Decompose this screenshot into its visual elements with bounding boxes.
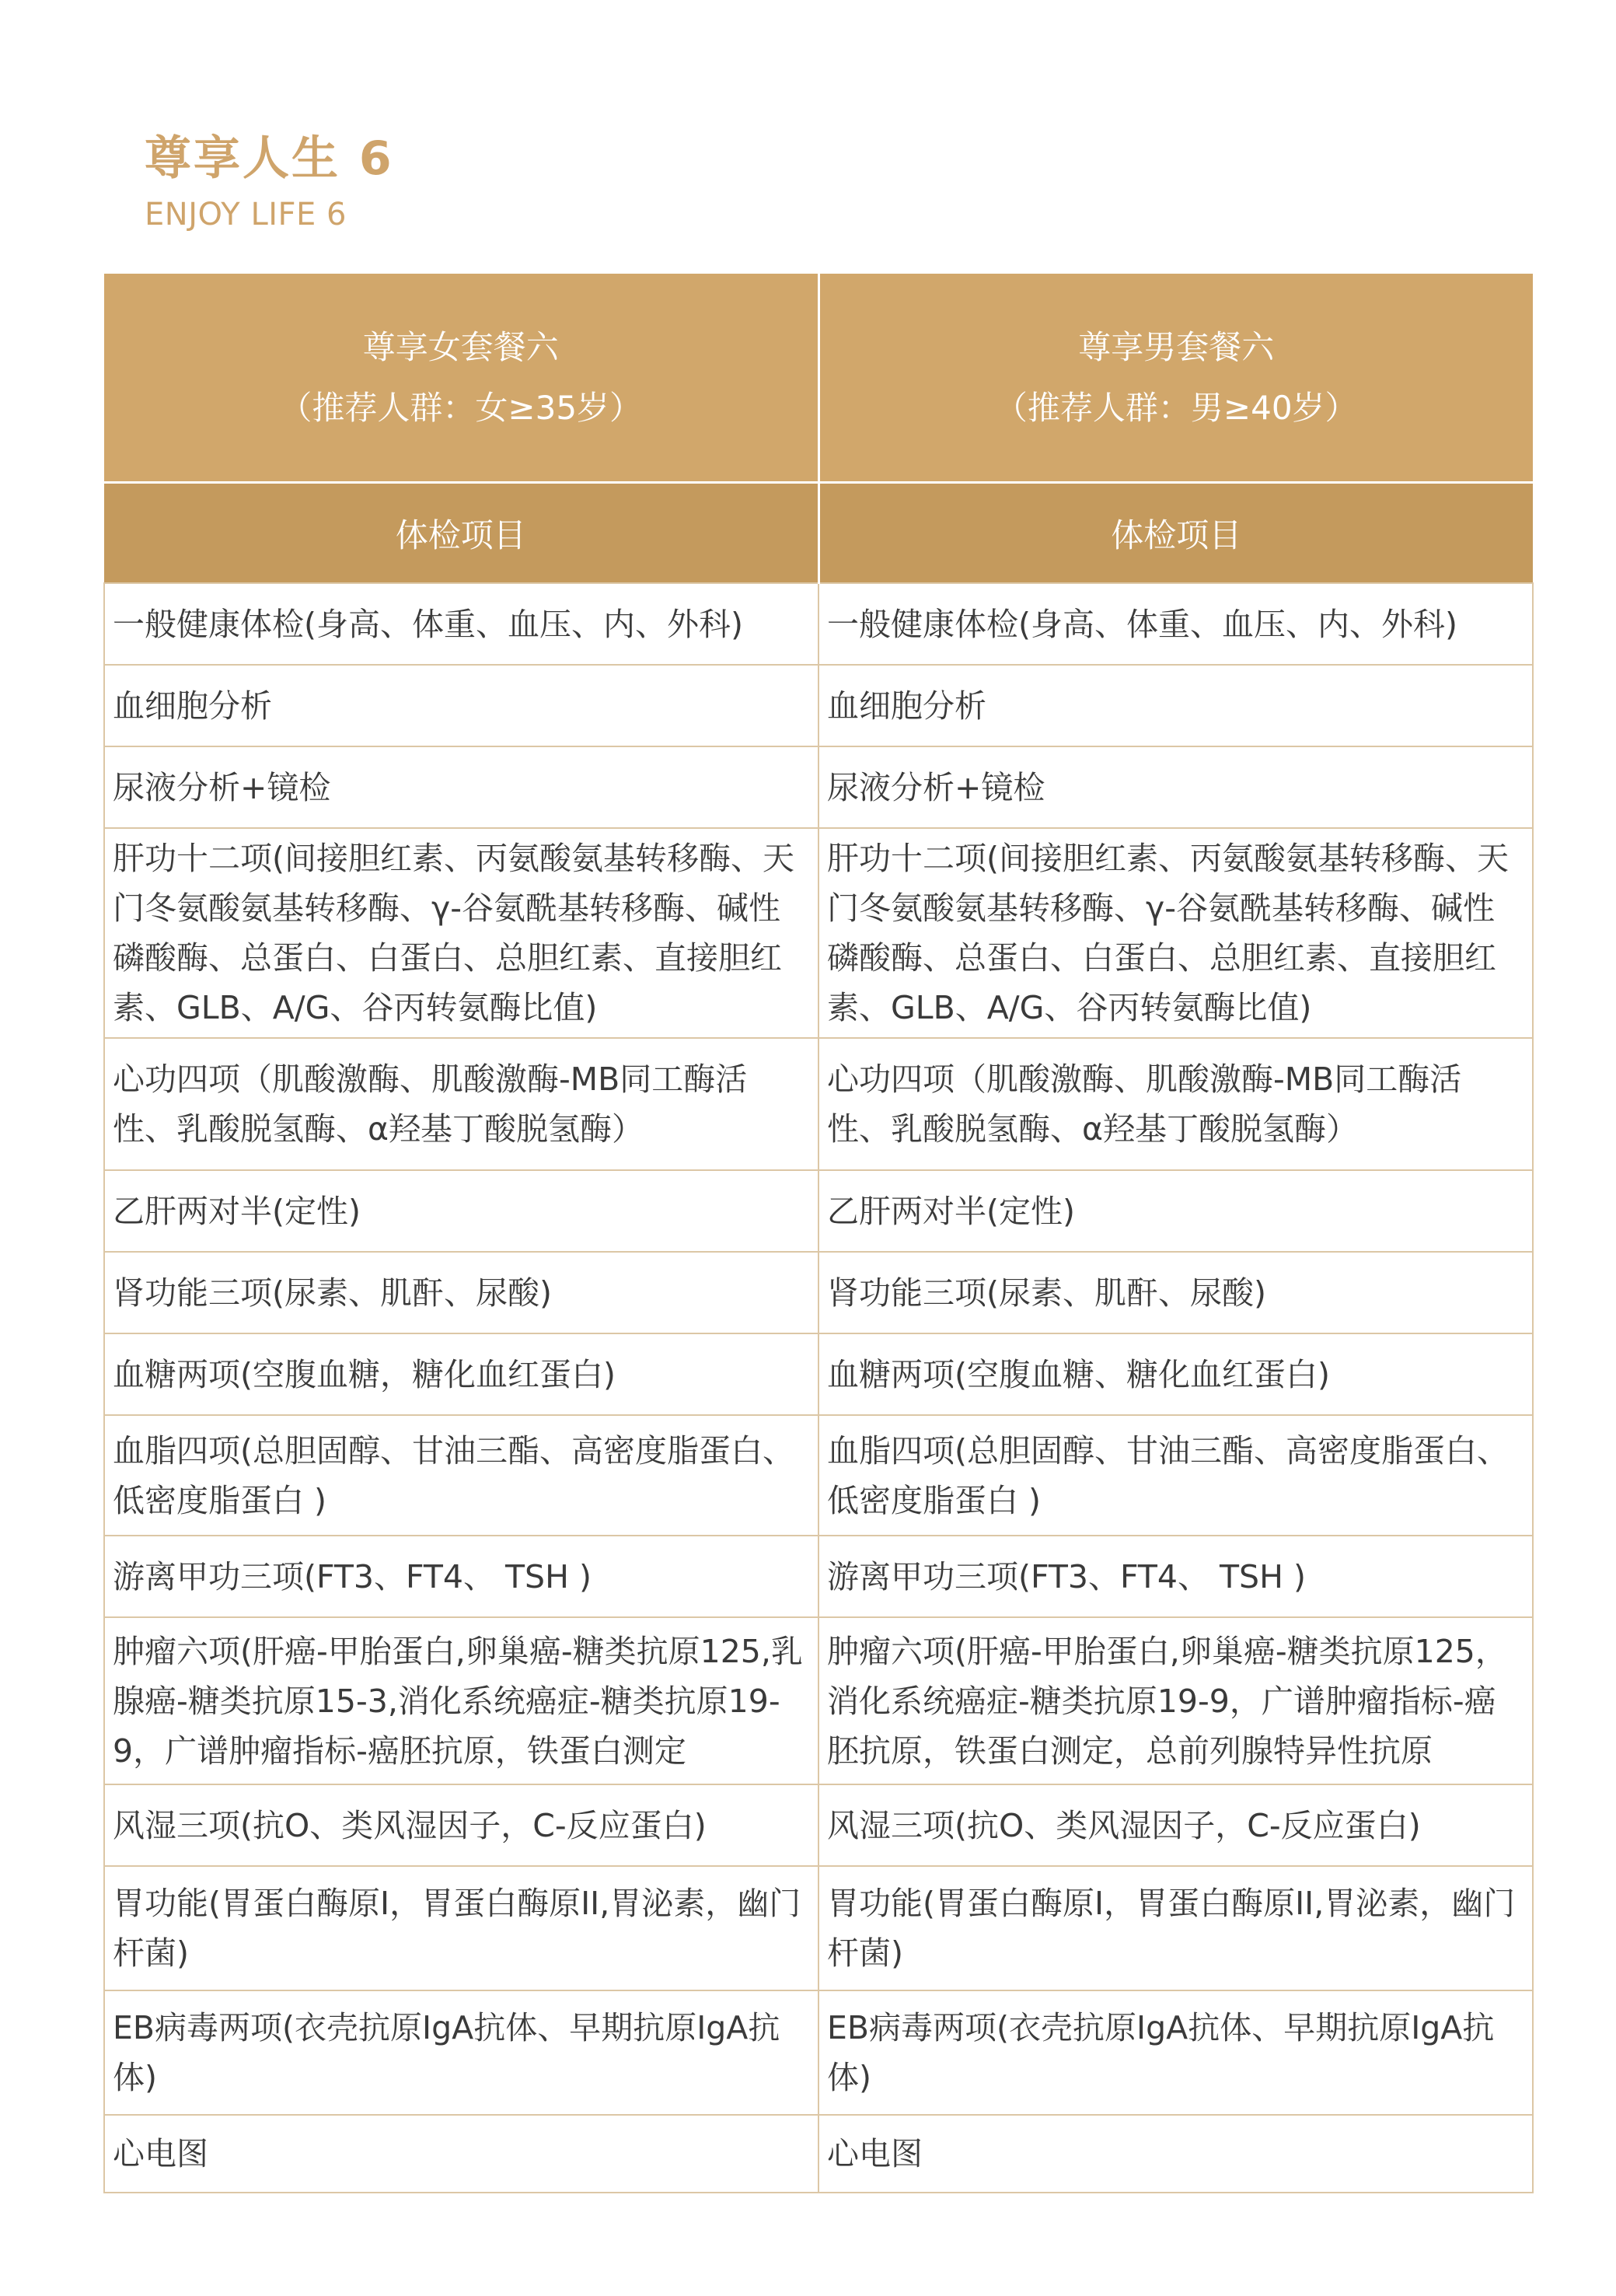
male-section-label: 体检项目 (818, 483, 1533, 584)
table-row (104, 1784, 1533, 1866)
male-item-cell: 游离甲功三项(FT3、FT4、 TSH ) (818, 1536, 1533, 1617)
female-item-cell: 心电图 (104, 2115, 818, 2193)
female-package-name: 尊享女套餐六 (362, 327, 559, 366)
table-row (104, 1536, 1533, 1617)
page-subtitle: ENJOY LIFE 6 (145, 197, 347, 232)
table-row (104, 2115, 1533, 2193)
male-item-cell: 心功四项（肌酸激酶、肌酸激酶-MB同工酶活性、乳酸脱氢酶、α羟基丁酸脱氢酶） (818, 1038, 1533, 1170)
table-row (104, 1252, 1533, 1333)
male-item-cell: 风湿三项(抗O、类风湿因子，C-反应蛋白) (818, 1784, 1533, 1866)
male-item-cell: 乙肝两对半(定性) (818, 1170, 1533, 1252)
table-row (104, 1170, 1533, 1252)
table-row (104, 665, 1533, 746)
female-item-cell: 肾功能三项(尿素、肌酐、尿酸) (104, 1252, 818, 1333)
male-item-cell: EB病毒两项(衣壳抗原IgA抗体、早期抗原IgA抗体) (818, 1990, 1533, 2115)
male-item-cell: 肾功能三项(尿素、肌酐、尿酸) (818, 1252, 1533, 1333)
female-item-cell: 胃功能(胃蛋白酶原I，胃蛋白酶原II,胃泌素，幽门杆菌) (104, 1866, 818, 1990)
female-item-cell: 血脂四项(总胆固醇、甘油三酯、高密度脂蛋白、低密度脂蛋白 ) (104, 1415, 818, 1536)
female-item-cell: 肝功十二项(间接胆红素、丙氨酸氨基转移酶、天门冬氨酸氨基转移酶、γ-谷氨酰基转移酶、碱性磷酸酶、总蛋白、白蛋白、总胆红素、直接胆红素、GLB、A/G、谷丙转氨酶比值) (104, 828, 818, 1038)
female-item-cell: 血糖两项(空腹血糖，糖化血红蛋白) (104, 1333, 818, 1415)
table-row (104, 1617, 1533, 1784)
male-item-cell: 肝功十二项(间接胆红素、丙氨酸氨基转移酶、天门冬氨酸氨基转移酶、γ-谷氨酰基转移酶、碱性磷酸酶、总蛋白、白蛋白、总胆红素、直接胆红素、GLB、A/G、谷丙转氨酶比值) (818, 828, 1533, 1038)
male-item-cell: 尿液分析+镜检 (818, 746, 1533, 828)
male-item-cell: 血细胞分析 (818, 665, 1533, 746)
male-package-header (818, 274, 1533, 483)
table-row (104, 1038, 1533, 1170)
female-item-cell: 尿液分析+镜检 (104, 746, 818, 828)
male-package-audience: （推荐人群：男≥40岁） (994, 388, 1358, 427)
male-item-cell: 血糖两项(空腹血糖、糖化血红蛋白) (818, 1333, 1533, 1415)
male-item-cell: 心电图 (818, 2115, 1533, 2193)
table-row (104, 1333, 1533, 1415)
male-item-cell: 肿瘤六项(肝癌-甲胎蛋白,卵巢癌-糖类抗原125，消化系统癌症-糖类抗原19-9，广谱肿瘤指标-癌胚抗原，铁蛋白测定，总前列腺特异性抗原 (818, 1617, 1533, 1784)
package-header-row (104, 274, 1533, 483)
female-item-cell: 一般健康体检(身高、体重、血压、内、外科) (104, 583, 818, 665)
male-item-cell: 血脂四项(总胆固醇、甘油三酯、高密度脂蛋白、低密度脂蛋白 ) (818, 1415, 1533, 1536)
table-row (104, 828, 1533, 1038)
section-label-row (104, 483, 1533, 584)
package-table (103, 274, 1534, 2193)
male-item-cell: 胃功能(胃蛋白酶原I，胃蛋白酶原II,胃泌素，幽门杆菌) (818, 1866, 1533, 1990)
female-item-cell: 乙肝两对半(定性) (104, 1170, 818, 1252)
table-row (104, 1415, 1533, 1536)
female-item-cell: 游离甲功三项(FT3、FT4、 TSH ) (104, 1536, 818, 1617)
female-item-cell: 心功四项（肌酸激酶、肌酸激酶-MB同工酶活性、乳酸脱氢酶、α羟基丁酸脱氢酶） (104, 1038, 818, 1170)
female-item-cell: 肿瘤六项(肝癌-甲胎蛋白,卵巢癌-糖类抗原125,乳腺癌-糖类抗原15-3,消化系统癌症-糖类抗原19-9，广谱肿瘤指标-癌胚抗原，铁蛋白测定 (104, 1617, 818, 1784)
female-section-label: 体检项目 (104, 483, 818, 584)
table-row (104, 746, 1533, 828)
table-row (104, 1866, 1533, 1990)
female-package-header (104, 274, 818, 483)
female-package-audience: （推荐人群：女≥35岁） (279, 388, 643, 427)
page-title: 尊享人生 6 (145, 131, 394, 186)
female-item-cell: 风湿三项(抗O、类风湿因子，C-反应蛋白) (104, 1784, 818, 1866)
male-package-name: 尊享男套餐六 (1078, 327, 1275, 366)
male-item-cell: 一般健康体检(身高、体重、血压、内、外科) (818, 583, 1533, 665)
female-item-cell: 血细胞分析 (104, 665, 818, 746)
female-item-cell: EB病毒两项(衣壳抗原IgA抗体、早期抗原IgA抗体) (104, 1990, 818, 2115)
table-row (104, 583, 1533, 665)
table-row (104, 1990, 1533, 2115)
